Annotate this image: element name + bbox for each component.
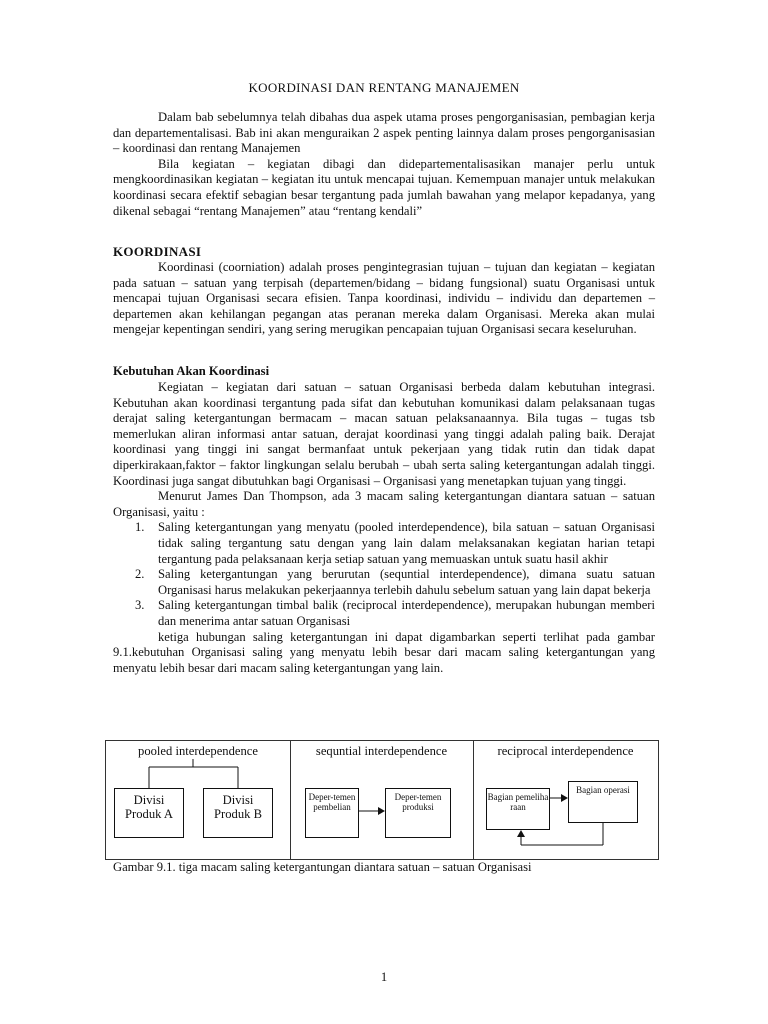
list-item bbox=[113, 520, 655, 567]
list-item-number: 1. bbox=[135, 520, 145, 535]
figure-caption: Gambar 9.1. tiga macam saling ketergantungan diantara satuan – satuan Organisasi bbox=[113, 860, 532, 874]
kebutuhan-heading: Kebutuhan Akan Koordinasi bbox=[113, 364, 270, 378]
reciprocal-arrows bbox=[473, 741, 658, 859]
koordinasi-section bbox=[113, 260, 655, 338]
page-number: 1 bbox=[380, 970, 388, 984]
list-item bbox=[113, 567, 655, 598]
reciprocal-label: reciprocal interdependence bbox=[497, 744, 634, 758]
kebutuhan-paragraph-1: Kegiatan – kegiatan dari satuan – satuan Organisasi berbeda dalam kebutuhan integrasi. Kebutuhan akan koordinasi tergantung pada sifat dan kebutuhan komunikasi dalam pelaksanaan tugas derajat saling ketergantungan bermacam – macan satuan pelaksanaannya. Bila tugas – tugas tsb memerlukan aliran informasi antar satuan, derajat koordinasi yang tinggi adalah paling baik. Derajat koordinasi yang tinggi ini sangat bermanfaat untuk pekerjaan yang tidak rutin dan tidak dapat diperkirakaan,faktor – faktor lingkungan selalu berubah – ubah serta saling ketergantungan adalah tinggi. Koordinasi juga sangat dibutuhkan bagi Organisasi – Organisasi yang menetapkan tujuan yang tinggi. bbox=[113, 380, 655, 488]
intro-section bbox=[113, 110, 655, 219]
kebutuhan-paragraph-2: Menurut James Dan Thompson, ada 3 macam saling ketergantungan diantara satuan – satuan Organisasi, yaitu : bbox=[113, 489, 655, 519]
list-item-text: Saling ketergantungan yang berurutan (sequntial interdependence), dimana suatu satuan Organisasi harus melakukan pekerjaannya terlebih dahulu sebelum satuan yang lain dapat bekerja bbox=[158, 567, 655, 597]
intro-paragraph-1: Dalam bab sebelumnya telah dibahas dua aspek utama proses pengorganisasian, pembagian kerja dan departementalisasi. Bab ini akan menguraikan 2 aspek penting lainnya dalam proses pengorganisasian – koordinasi dan rentang Manajemen bbox=[113, 110, 655, 156]
koordinasi-paragraph: Koordinasi (coorniation) adalah proses pengintegrasian tujuan – tujuan dan kegiatan – kegiatan pada satuan – satuan yang terpisah (departemen/bidang – bidang fungsional) suatu Organisasi untuk mencapai tujuan Organisasi secara efisien. Tanpa koordinasi, individu – individu dan departemen – departemen akan kehilangan pegangan atas peranan mereka dalam Organisasi. Mereka akan mulai mengejar kepentingan sendiri, yang sering merugikan pencapaian tujuan Organisasi secara keseluruhan. bbox=[113, 260, 655, 337]
divisi-produk-a-box: Divisi Produk A bbox=[114, 788, 184, 838]
departemen-produksi-box: Deper-temen produksi bbox=[385, 788, 451, 838]
list-item-number: 2. bbox=[135, 567, 145, 582]
figure-9-1 bbox=[105, 740, 659, 860]
interdependence-list bbox=[113, 520, 655, 629]
intro-paragraph-2: Bila kegiatan – kegiatan dibagi dan didepartementalisasikan manajer perlu untuk mengkoordinasikan kegiatan – kegiatan itu untuk mencapai tujuan. Kemempuan manajer untuk melakukan koordinasi secara efektif sebagian besar tergantung pada jumlah bawahan yang melapor kepadanya, yang dikenal sebagai “rentang Manajemen” atau “rentang kendali” bbox=[113, 156, 655, 218]
divisi-produk-b-box: Divisi Produk B bbox=[203, 788, 273, 838]
sequential-label: sequntial interdependence bbox=[315, 744, 448, 758]
kebutuhan-section bbox=[113, 380, 655, 676]
list-item-number: 3. bbox=[135, 598, 145, 613]
list-item-text: Saling ketergantungan yang menyatu (pooled interdependence), bila satuan – satuan Organisasi tidak saling tergantung satu dengan yang lain dalam melaksanakan kegiatan harian tetapi tergantung pada pelaksanaan kerja setiap satuan yang memuaskan untuk suatu hasil akhir bbox=[158, 520, 655, 566]
page-title: KOORDINASI DAN RENTANG MANAJEMEN bbox=[248, 80, 520, 95]
kebutuhan-paragraph-3: ketiga hubungan saling ketergantungan ini dapat digambarkan seperti terlihat pada gambar 9.1.kebutuhan Organisasi saling yang menyatu lebih besar dari macam saling ketergantungan yang menyatu lebih besar dari macam saling ketergantungan yang lain. bbox=[113, 629, 655, 675]
list-item bbox=[113, 598, 655, 629]
koordinasi-heading: KOORDINASI bbox=[113, 244, 202, 259]
pooled-label: pooled interdependence bbox=[138, 744, 258, 758]
bagian-operasi-box: Bagian operasi bbox=[568, 781, 638, 823]
bagian-pemeliharaan-box: Bagian pemeliha raan bbox=[486, 788, 550, 830]
list-item-text: Saling ketergantungan timbal balik (reciprocal interdependence), merupakan hubungan memberi dan menerima antar satuan Organisasi bbox=[158, 598, 655, 628]
sequential-arrow bbox=[359, 805, 385, 817]
departemen-pembelian-box: Deper-temen pembelian bbox=[305, 788, 359, 838]
